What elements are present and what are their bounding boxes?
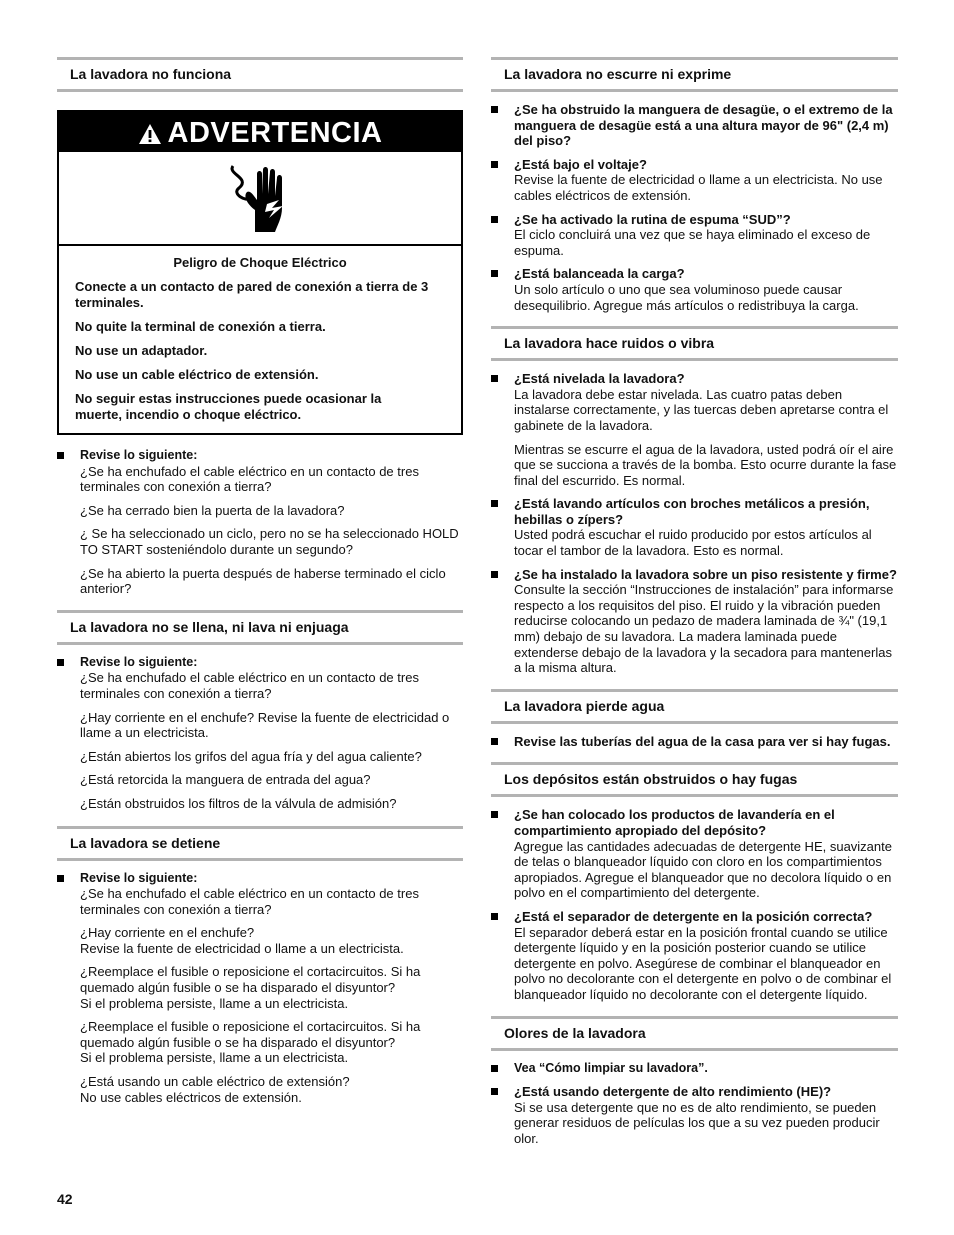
answer: Un solo artículo o uno que sea voluminoso puede causar desequilibrio. Agregue más artículos o redistribuya la carga.	[514, 281, 859, 313]
list-item	[491, 567, 898, 676]
section-heading: La lavadora se detiene	[57, 826, 463, 861]
list-item	[491, 212, 898, 259]
question: ¿Se ha obstruido la manguera de desagüe, o el extremo de la manguera de desagüe está a una altura mayor de 96" (2,4 m) del piso?	[514, 102, 893, 149]
answer: El separador deberá estar en la posición frontal cuando se utilice detergente líquido y en la posición posterior cuando se utilice detergente en polvo. Asegúrese de combinar el blanqueador en polvo no decolorante con el detergente en polvo o de combinar el blanqueador líquido no decolorante con el detergente líquido.	[514, 924, 892, 1002]
warning-line: No use un cable eléctrico de extensión.	[75, 367, 319, 382]
warning-line: No use un adaptador.	[75, 343, 208, 358]
electric-shock-hand-icon	[225, 160, 295, 234]
warning-line: No quite la terminal de conexión a tierra.	[75, 319, 326, 334]
warning-triangle-icon	[138, 123, 162, 145]
answer: Consulte la sección “Instrucciones de instalación” para informarse respecto a los requisitos del piso. El ruido y la vibración pueden reducirse colocando un pedazo de madera laminada de ¾" (19,1 mm) debajo de su lavadora. La madera laminada puede extenderse debajo de la lavadora y la secadora para mantenerlas a la misma altura.	[514, 582, 894, 676]
question: ¿Se ha instalado la lavadora sobre un piso resistente y firme?	[514, 566, 897, 582]
paragraph: ¿Se ha abierto la puerta después de haberse terminado el ciclo anterior?	[80, 565, 446, 597]
question: Revise las tuberías del agua de la casa para ver si hay fugas.	[514, 733, 891, 749]
warning-banner-text: ADVERTENCIA	[167, 117, 383, 149]
left-column	[57, 57, 463, 1105]
list-item	[491, 496, 898, 558]
warning-banner	[59, 112, 461, 152]
list-item	[491, 157, 898, 204]
list-item	[491, 909, 898, 1003]
check-list	[491, 102, 898, 313]
section-heading: La lavadora pierde agua	[491, 689, 898, 724]
list-item	[57, 448, 463, 597]
paragraph: ¿Se ha cerrado bien la puerta de la lavadora?	[80, 502, 345, 518]
right-column	[491, 57, 898, 1147]
bullet-label: Revise lo siguiente:	[80, 654, 198, 669]
check-list	[491, 371, 898, 676]
answer: Agregue las cantidades adecuadas de detergente HE, suavizante de telas o blanqueador líquido con cloro en los compartimientos apropiados. Agregue el blanqueador que no decolora líquido o en polvo en el compartimiento del detergente.	[514, 838, 892, 901]
question: ¿Se han colocado los productos de lavandería en el compartimiento apropiado del depósito?	[514, 807, 835, 838]
paragraph: ¿Hay corriente en el enchufe? Revise la fuente de electricidad o llame a un electricista.	[80, 709, 450, 741]
warning-title: Peligro de Choque Eléctrico	[173, 255, 347, 270]
check-list	[491, 807, 898, 1002]
check-list	[57, 871, 463, 1106]
list-item	[491, 1084, 898, 1146]
answer: El ciclo concluirá una vez que se haya eliminado el exceso de espuma.	[514, 227, 871, 258]
paragraph: ¿Reemplace el fusible o reposicione el cortacircuitos. Si ha quemado algún fusible o se ha disparado el disyuntor? Si el problema persiste, llame a un electricista.	[80, 1019, 421, 1066]
paragraph: ¿Se ha enchufado el cable eléctrico en un contacto de tres terminales con conexión a tierra?	[80, 463, 419, 495]
check-list	[491, 734, 898, 750]
answer: Usted podrá escuchar el ruido producido por estos artículos al tocar el tambor de la lavadora. Esto es normal.	[514, 527, 872, 559]
paragraph: ¿Están abiertos los grifos del agua fría y del agua caliente?	[80, 748, 422, 764]
section-heading: La lavadora no se llena, ni lava ni enjuaga	[57, 610, 463, 645]
answer: La lavadora debe estar nivelada. Las cuatro patas deben instalarse correctamente, y las tuercas deben apretarse contra el gabinete de la lavadora.	[514, 386, 889, 433]
paragraph: ¿Se ha enchufado el cable eléctrico en un contacto de tres terminales con conexión a tierra?	[80, 670, 419, 701]
paragraph: ¿Reemplace el fusible o reposicione el cortacircuitos. Si ha quemado algún fusible o se ha disparado el disyuntor? Si el problema persiste, llame a un electricista.	[80, 964, 421, 1011]
question: ¿Se ha activado la rutina de espuma “SUD”?	[514, 211, 791, 227]
paragraph: ¿Hay corriente en el enchufe? Revise la fuente de electricidad o llame a un electricista.	[80, 925, 404, 956]
question: ¿Está balanceada la carga?	[514, 266, 685, 282]
list-item	[491, 1061, 898, 1077]
question: ¿Está nivelada la lavadora?	[514, 371, 685, 387]
list-item	[491, 266, 898, 313]
section-heading: La lavadora no escurre ni exprime	[491, 57, 898, 92]
question: ¿Está el separador de detergente en la posición correcta?	[514, 908, 873, 924]
warning-icon-row	[59, 152, 461, 246]
check-list	[491, 1061, 898, 1147]
section-heading: Olores de la lavadora	[491, 1016, 898, 1051]
warning-body	[59, 246, 461, 433]
warning-box	[57, 110, 463, 435]
answer: Revise la fuente de electricidad o llame a un electricista. No use cables eléctricos de extensión.	[514, 172, 883, 203]
bullet-label: Revise lo siguiente:	[80, 870, 198, 885]
question: ¿Está lavando artículos con broches metálicos a presión, hebillas o zípers?	[514, 496, 870, 527]
paragraph: ¿ Se ha seleccionado un ciclo, pero no se ha seleccionado HOLD TO START sosteniéndolo durante un segundo?	[80, 526, 459, 557]
question: Vea “Cómo limpiar su lavadora”.	[514, 1060, 708, 1075]
paragraph: ¿Está retorcida la manguera de entrada del agua?	[80, 772, 371, 788]
list-item	[57, 871, 463, 1106]
check-list	[57, 448, 463, 597]
section-heading: La lavadora hace ruidos o vibra	[491, 326, 898, 361]
list-item	[491, 371, 898, 488]
paragraph: ¿Se ha enchufado el cable eléctrico en un contacto de tres terminales con conexión a tierra?	[80, 886, 419, 917]
section-heading: Los depósitos están obstruidos o hay fugas	[491, 762, 898, 797]
answer: Si se usa detergente que no es de alto rendimiento, se pueden generar residuos de películas los que a su vez pueden producir olor.	[514, 1099, 880, 1146]
warning-line: Conecte a un contacto de pared de conexión a tierra de 3 terminales.	[75, 279, 429, 310]
check-list	[57, 655, 463, 812]
answer: Mientras se escurre el agua de la lavadora, usted podrá oír el aire que se succiona a través de la bomba. Esto ocurre durante la fase final del escurrido. Es normal.	[514, 441, 897, 488]
paragraph: ¿Están obstruidos los filtros de la válvula de admisión?	[80, 795, 397, 811]
warning-line: No seguir estas instrucciones puede ocasionar la muerte, incendio o choque eléctrico.	[75, 391, 382, 422]
question: ¿Está bajo el voltaje?	[514, 156, 647, 172]
list-item	[491, 102, 898, 149]
list-item	[491, 807, 898, 901]
page-number: 42	[57, 1191, 73, 1207]
paragraph: ¿Está usando un cable eléctrico de extensión? No use cables eléctricos de extensión.	[80, 1074, 350, 1105]
list-item	[491, 734, 898, 750]
list-item	[57, 655, 463, 812]
section-heading: La lavadora no funciona	[57, 57, 463, 92]
bullet-label: Revise lo siguiente:	[80, 448, 198, 462]
question: ¿Está usando detergente de alto rendimiento (HE)?	[514, 1084, 832, 1100]
